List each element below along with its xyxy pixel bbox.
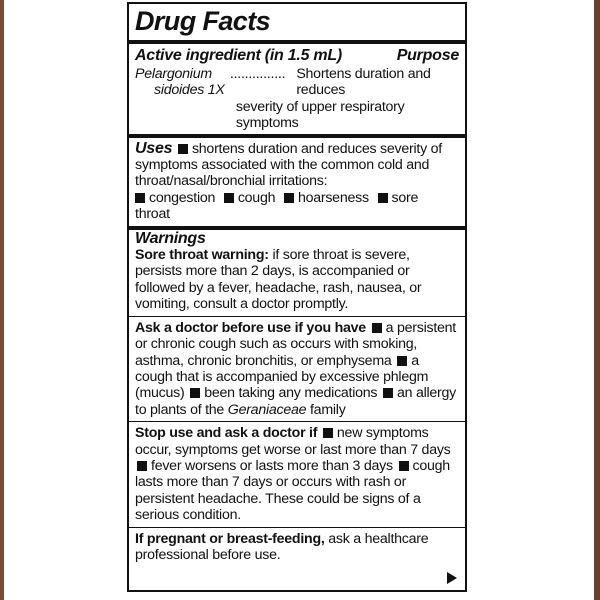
sore-throat-label: Sore throat warning: [135,247,269,264]
ask-doctor-item: a cough that is accompanied by excessive phlegm (mucus) [135,352,429,402]
bullet-square-icon [284,193,294,203]
sore-throat-warning [135,247,459,313]
ingredient-purpose [229,66,459,132]
stop-use-item: new symptoms occur, symptoms get worse or last more than 7 days [135,425,451,458]
purpose-heading: Purpose [396,47,459,64]
bullet-square-icon [178,144,188,154]
drug-facts-title: Drug Facts [135,6,271,36]
stop-use-label: Stop use and ask a doctor if [135,425,318,442]
uses-section [135,138,459,226]
ask-doctor-section [135,317,459,421]
bullet-square-icon [399,461,409,471]
ask-doctor-label: Ask a doctor before use if you have [135,319,366,336]
drug-facts-panel [127,2,467,592]
bullet-square-icon [137,461,147,471]
uses-heading: Uses [135,139,173,157]
warnings-section [135,230,459,316]
stop-use-section [135,422,459,526]
purpose-line-2: severity of upper respiratory symptoms [235,98,405,132]
bullet-square-icon [378,193,388,203]
uses-list [135,190,459,223]
uses-item: hoarseness [297,189,369,206]
divider [129,40,465,44]
uses-item: cough [237,189,276,206]
ingredient-line-2-text: sidoides 1X [154,82,225,99]
bullet-square-icon [383,388,393,398]
pregnancy-section [135,528,459,567]
ingredient-line-2 [135,82,236,98]
active-ingredient-heading: Active ingredient (in 1.5 mL) [135,47,343,64]
uses-item: sore throat [135,189,419,223]
left-edge-strip [0,0,4,600]
uses-item: congestion [149,189,216,206]
ingredient-line-1: Pelargonium [135,66,212,82]
active-ingredient-row [135,66,459,132]
continue-arrow-icon [447,572,457,584]
stop-use-item: fever worsens or lasts more than 3 days [151,457,393,474]
bullet-square-icon [135,193,145,203]
ask-doctor-item: an allergy to plants of the [135,385,457,418]
bullet-square-icon [372,323,382,333]
bullet-square-icon [190,388,200,398]
bullet-square-icon [323,428,333,438]
warnings-heading: Warnings [135,229,206,247]
ask-doctor-item: a persistent or chronic cough such as occurs with smoking, asthma, chronic bronchitis, or emphysema [135,319,456,369]
pregnancy-text: ask a healthcare professional before use. [135,530,429,563]
stop-use-item: cough lasts more than 7 days or occurs with rash or persistent headache. These could be signs of a serious condition. [135,457,450,524]
active-ingredient-header [135,46,459,65]
purpose-line-1: Shortens duration and reduces [296,66,431,99]
ask-doctor-item-suffix: family [309,401,346,418]
uses-text: shortens duration and reduces severity of symptoms associated with the common cold and throat/nasal/bronchial irritations: [135,140,442,190]
bullet-square-icon [397,356,407,366]
sore-throat-text: if sore throat is severe, persists more than 2 days, is accompanied or followed by a fever, headache, rash, nausea, or vomiting, consult a doctor promptly. [135,247,422,313]
bullet-square-icon [224,193,234,203]
plant-family-name: Geraniaceae [227,401,307,418]
right-edge-strip [594,0,600,600]
leader-dots: ............... [229,66,286,82]
ingredient-name [135,66,236,132]
pregnancy-label: If pregnant or breast-feeding, [135,530,325,547]
ask-doctor-item: been taking any medications [204,385,378,402]
